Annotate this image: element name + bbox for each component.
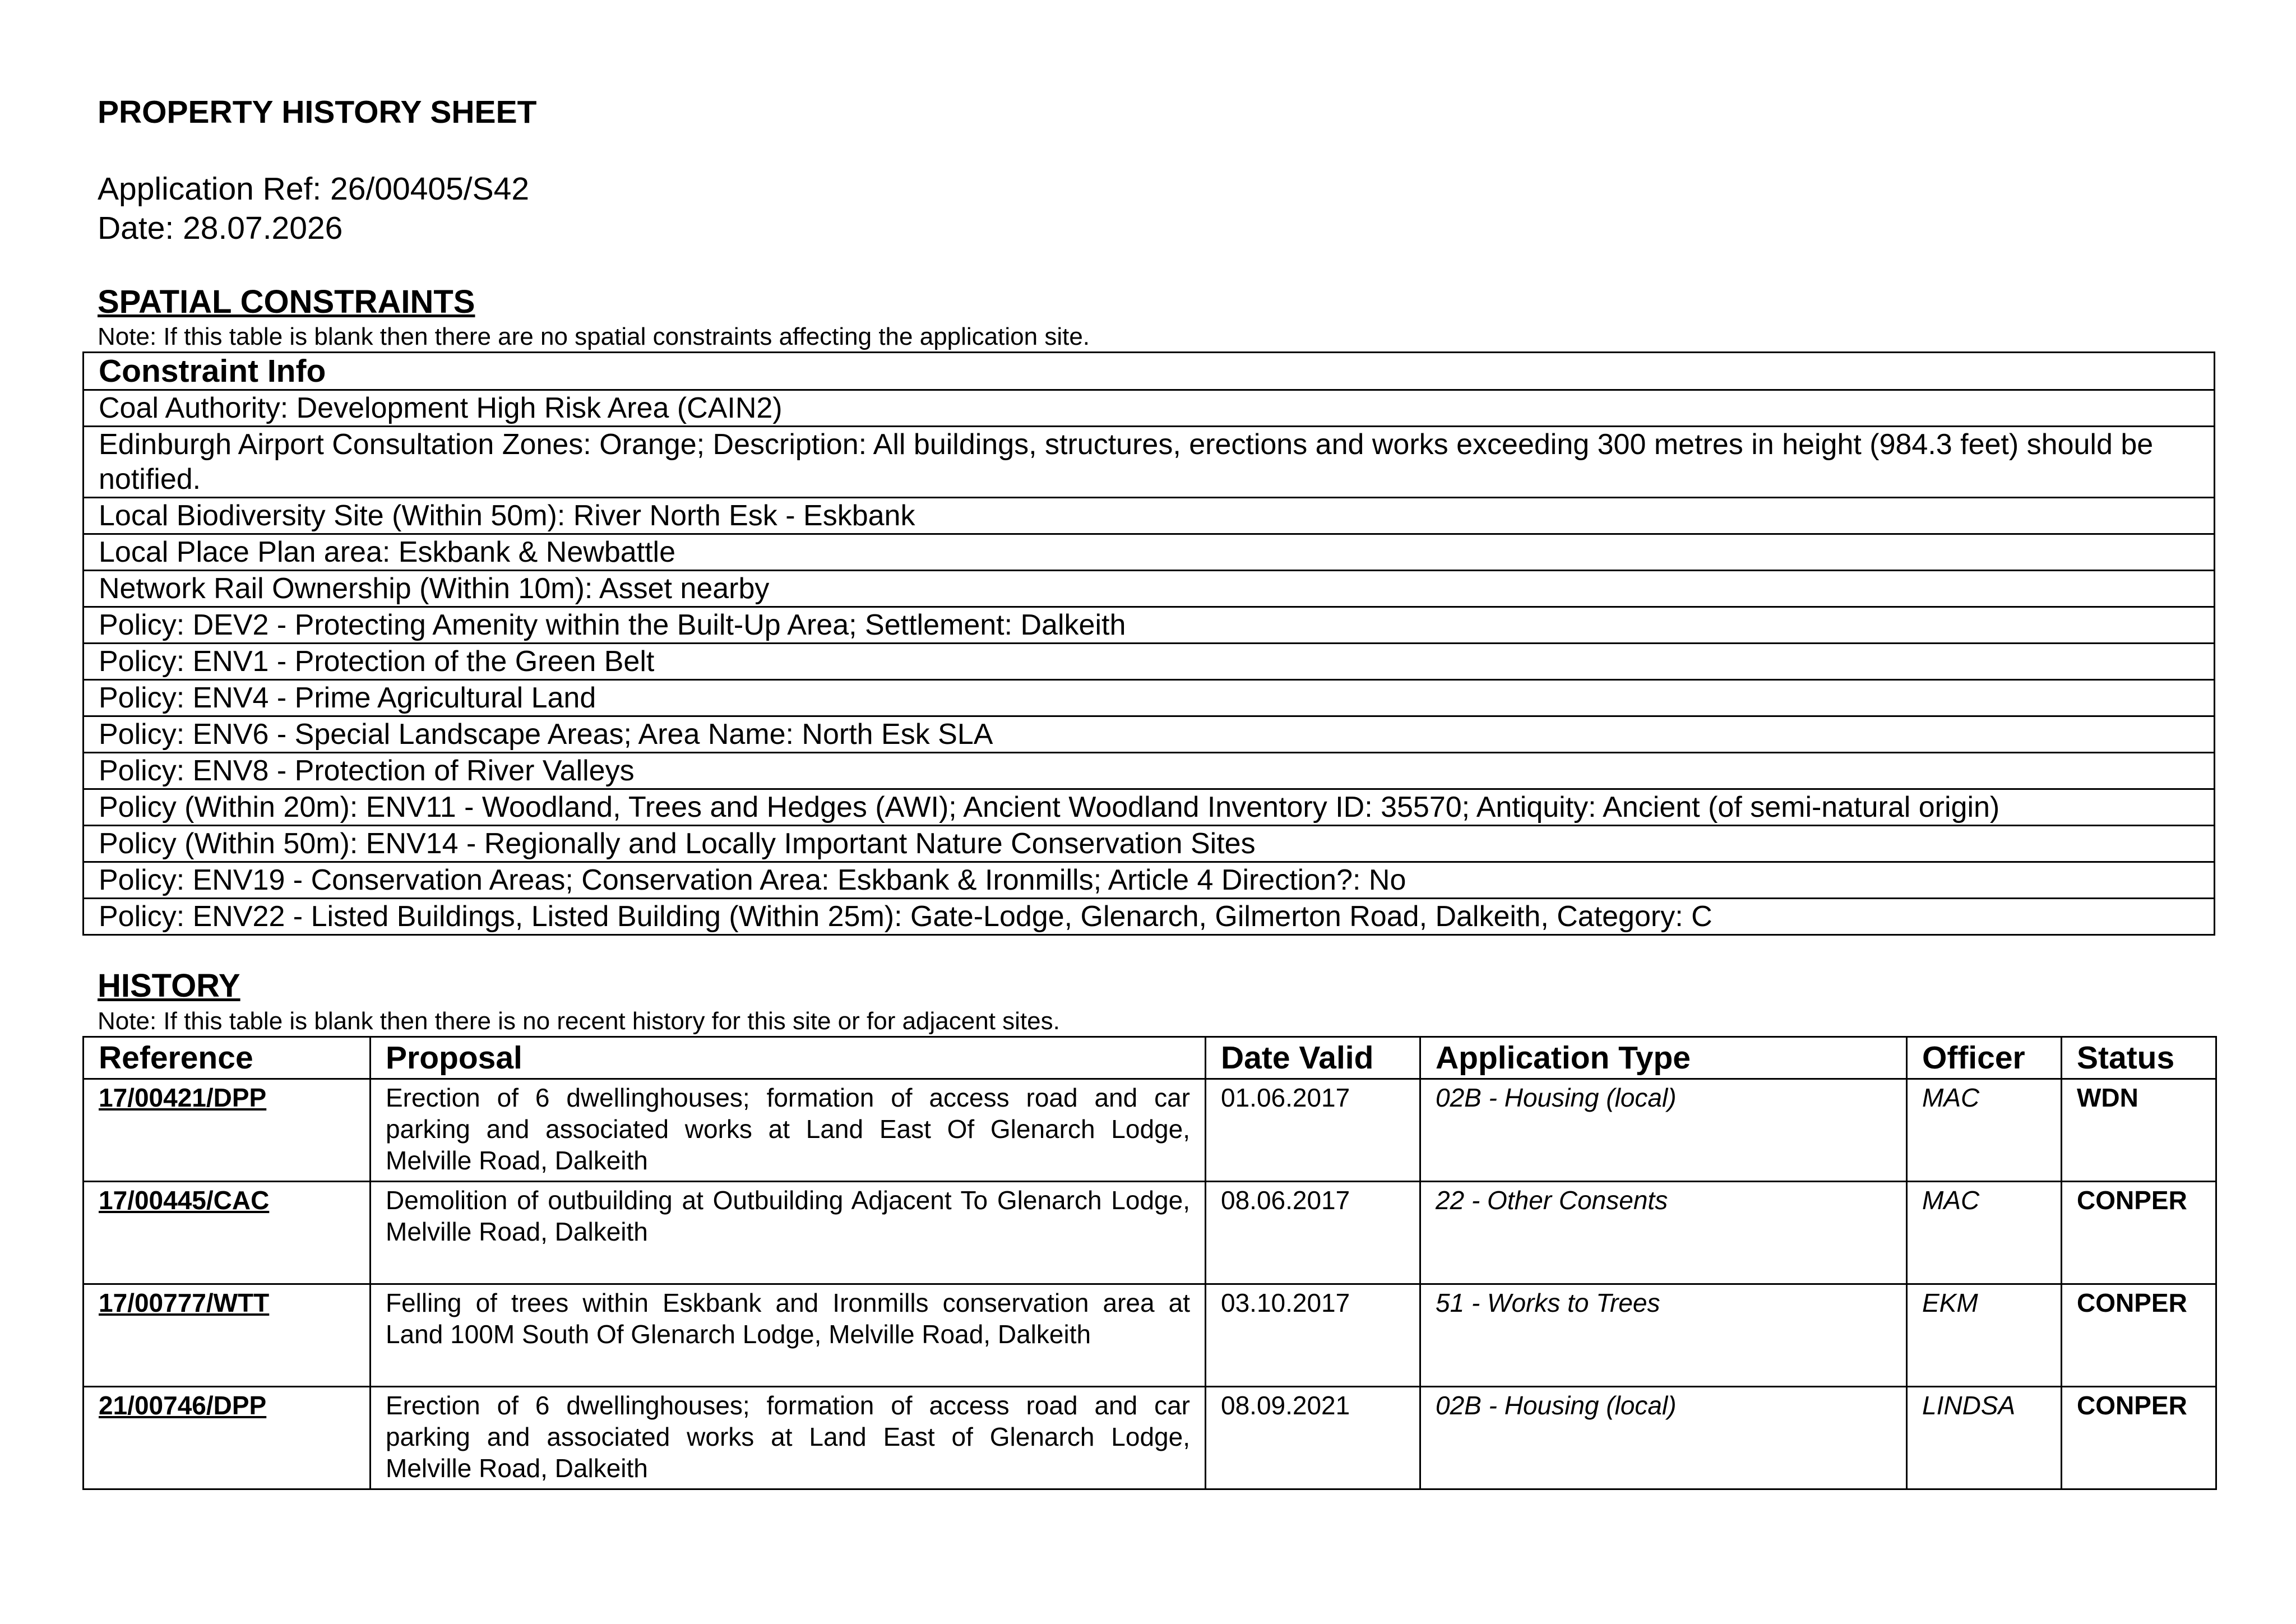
constraint-cell: Policy: ENV4 - Prime Agricultural Land <box>84 680 2215 716</box>
constraint-cell: Policy (Within 20m): ENV11 - Woodland, Trees and Hedges (AWI); Ancient Woodland Inventory ID: 35570; Antiquity: Ancient (of semi-natural origin) <box>84 789 2215 826</box>
constraint-row <box>84 571 2215 607</box>
constraint-cell: Local Place Plan area: Eskbank & Newbattle <box>84 534 2215 571</box>
constraint-cell: Policy: ENV22 - Listed Buildings, Listed Building (Within 25m): Gate-Lodge, Glenarch, Gilmerton Road, Dalkeith, Category: C <box>84 899 2215 935</box>
constraint-cell: Policy: ENV6 - Special Landscape Areas; Area Name: North Esk SLA <box>84 716 2215 753</box>
reference-link[interactable]: 21/00746/DPP <box>99 1391 267 1420</box>
reference-link[interactable]: 17/00421/DPP <box>99 1083 267 1112</box>
constraint-cell: Coal Authority: Development High Risk Area (CAIN2) <box>84 390 2215 427</box>
reference-cell <box>84 1079 371 1182</box>
proposal-cell: Felling of trees within Eskbank and Ironmills conservation area at Land 100M South Of Glenarch Lodge, Melville Road, Dalkeith <box>371 1284 1206 1387</box>
status-header: Status <box>2062 1037 2216 1079</box>
spatial-constraints-heading: SPATIAL CONSTRAINTS <box>98 284 475 320</box>
constraints-header-row <box>84 353 2215 390</box>
history-row <box>84 1182 2216 1284</box>
constraint-cell: Local Biodiversity Site (Within 50m): River North Esk - Eskbank <box>84 498 2215 534</box>
constraint-row <box>84 534 2215 571</box>
date-valid-cell: 01.06.2017 <box>1206 1079 1420 1182</box>
constraint-row <box>84 427 2215 498</box>
application-meta <box>98 169 529 248</box>
reference-header: Reference <box>84 1037 371 1079</box>
application-type-cell: 22 - Other Consents <box>1420 1182 1907 1284</box>
officer-cell: MAC <box>1907 1182 2062 1284</box>
reference-cell <box>84 1182 371 1284</box>
constraint-cell: Policy: ENV19 - Conservation Areas; Conservation Area: Eskbank & Ironmills; Article 4 Direction?: No <box>84 862 2215 899</box>
history-row <box>84 1387 2216 1489</box>
constraint-row <box>84 680 2215 716</box>
status-cell: CONPER <box>2062 1387 2216 1489</box>
constraint-cell: Policy: ENV1 - Protection of the Green Belt <box>84 644 2215 680</box>
application-ref: Application Ref: 26/00405/S42 <box>98 171 530 207</box>
proposal-cell: Demolition of outbuilding at Outbuilding Adjacent To Glenarch Lodge, Melville Road, Dalkeith <box>371 1182 1206 1284</box>
constraint-row <box>84 826 2215 862</box>
constraint-row <box>84 789 2215 826</box>
constraint-row <box>84 862 2215 899</box>
proposal-header: Proposal <box>371 1037 1206 1079</box>
constraint-row <box>84 753 2215 789</box>
constraint-cell: Network Rail Ownership (Within 10m): Asset nearby <box>84 571 2215 607</box>
officer-cell: LINDSA <box>1907 1387 2062 1489</box>
constraint-row <box>84 644 2215 680</box>
constraint-cell: Policy: DEV2 - Protecting Amenity within the Built-Up Area; Settlement: Dalkeith <box>84 607 2215 644</box>
constraint-info-header: Constraint Info <box>84 353 2215 390</box>
spatial-constraints-note: Note: If this table is blank then there are no spatial constraints affecting the application site. <box>98 323 1090 350</box>
history-row <box>84 1284 2216 1387</box>
history-row <box>84 1079 2216 1182</box>
application-type-cell: 02B - Housing (local) <box>1420 1079 1907 1182</box>
application-type-header: Application Type <box>1420 1037 1907 1079</box>
constraint-cell: Policy (Within 50m): ENV14 - Regionally and Locally Important Nature Conservation Sites <box>84 826 2215 862</box>
history-heading: HISTORY <box>98 968 240 1004</box>
constraint-cell: Edinburgh Airport Consultation Zones: Orange; Description: All buildings, structures, erections and works exceeding 300 metres in height (984.3 feet) should be notified. <box>84 427 2215 498</box>
constraint-row <box>84 607 2215 644</box>
spatial-constraints-table <box>82 351 2215 936</box>
date-valid-cell: 03.10.2017 <box>1206 1284 1420 1387</box>
officer-cell: EKM <box>1907 1284 2062 1387</box>
officer-cell: MAC <box>1907 1079 2062 1182</box>
application-type-cell: 02B - Housing (local) <box>1420 1387 1907 1489</box>
constraint-cell: Policy: ENV8 - Protection of River Valleys <box>84 753 2215 789</box>
date-valid-cell: 08.06.2017 <box>1206 1182 1420 1284</box>
date-valid-cell: 08.09.2021 <box>1206 1387 1420 1489</box>
history-table <box>82 1036 2217 1490</box>
constraint-row <box>84 716 2215 753</box>
officer-header: Officer <box>1907 1037 2062 1079</box>
constraint-row <box>84 390 2215 427</box>
constraint-row <box>84 899 2215 935</box>
reference-cell <box>84 1284 371 1387</box>
status-cell: WDN <box>2062 1079 2216 1182</box>
reference-link[interactable]: 17/00777/WTT <box>99 1288 270 1317</box>
constraint-row <box>84 498 2215 534</box>
status-cell: CONPER <box>2062 1284 2216 1387</box>
reference-link[interactable]: 17/00445/CAC <box>99 1186 270 1215</box>
proposal-cell: Erection of 6 dwellinghouses; formation of access road and car parking and associated works at Land East of Glenarch Lodge, Melville Road, Dalkeith <box>371 1387 1206 1489</box>
proposal-cell: Erection of 6 dwellinghouses; formation of access road and car parking and associated works at Land East Of Glenarch Lodge, Melville Road, Dalkeith <box>371 1079 1206 1182</box>
history-header-row <box>84 1037 2216 1079</box>
application-type-cell: 51 - Works to Trees <box>1420 1284 1907 1387</box>
history-note: Note: If this table is blank then there is no recent history for this site or for adjacent sites. <box>98 1007 1060 1035</box>
date-valid-header: Date Valid <box>1206 1037 1420 1079</box>
page-title: PROPERTY HISTORY SHEET <box>98 94 537 130</box>
reference-cell <box>84 1387 371 1489</box>
application-date: Date: 28.07.2026 <box>98 210 343 246</box>
status-cell: CONPER <box>2062 1182 2216 1284</box>
